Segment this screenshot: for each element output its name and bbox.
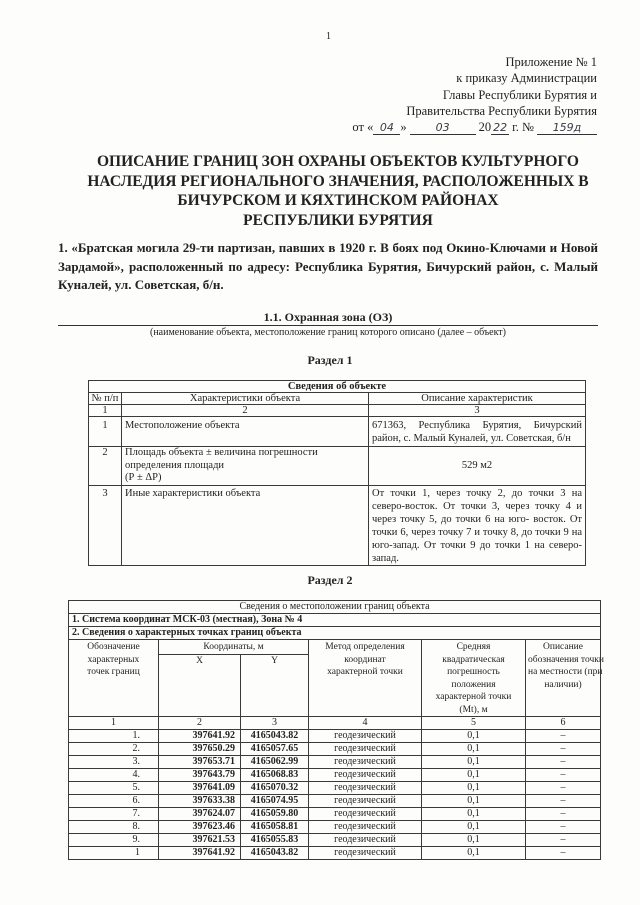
col-coordinates-header: Координаты, м: [159, 640, 309, 655]
column-number: 2: [122, 405, 369, 417]
appendix-line-3: Главы Республики Бурятия и: [442, 87, 597, 102]
zone-block: [58, 310, 598, 339]
row-number: 1: [89, 417, 122, 447]
point-description: –: [526, 847, 601, 860]
table-row: [89, 447, 586, 486]
point-y: 4165068.83: [241, 769, 309, 782]
column-number: 6: [526, 717, 601, 730]
coordinate-system: 1. Система координат МСК-03 (местная), Зона № 4: [69, 614, 601, 627]
point-y: 4165058.81: [241, 821, 309, 834]
appendix-line-2: к приказу Администрации: [456, 71, 597, 86]
point-method: геодезический: [309, 756, 422, 769]
point-label: 4.: [69, 769, 159, 782]
handwritten-day: 04: [373, 121, 400, 135]
point-row: [69, 808, 601, 821]
point-y: 4165074.95: [241, 795, 309, 808]
col-description-header: Описание обозначения точки на местности (при наличии): [526, 640, 601, 717]
table-header-row: [69, 640, 601, 655]
column-number: 5: [422, 717, 526, 730]
row-characteristic: Площадь объекта ± величина погрешности определения площади (Р ± ΔР): [122, 447, 369, 486]
zone-caption: (наименование объекта, местоположение границ которого описано (далее – объект): [149, 327, 507, 338]
order-number-label: г. №: [512, 120, 534, 135]
point-description: –: [526, 795, 601, 808]
handwritten-order-number: 159д: [537, 121, 597, 135]
col-method-header: Метод определения координат характерной точки: [309, 640, 422, 717]
title-line: ОПИСАНИЕ ГРАНИЦ ЗОН ОХРАНЫ ОБЪЕКТОВ КУЛЬТУРНОГО: [96, 153, 579, 170]
point-row: [69, 756, 601, 769]
col-y-header: Y: [241, 654, 309, 716]
point-x: 397633.38: [159, 795, 241, 808]
page-number: 1: [326, 31, 331, 42]
point-description: –: [526, 808, 601, 821]
handwritten-year: 22: [493, 121, 508, 135]
section-2-heading: Раздел 2: [307, 573, 353, 587]
point-row: [69, 730, 601, 743]
row-description: 529 м2: [369, 447, 586, 486]
point-y: 4165059.80: [241, 808, 309, 821]
row-description: От точки 1, через точку 2, до точки 3 на северо-восток. От точки 3, через точку 4 и через точку 5, до точки 6 на юго- восток. От точки 6, через точку 7 и точку 8, до точки 9 на юго-запад. От точки 9 до точки 1 на северо-запад.: [369, 485, 586, 565]
point-error: 0,1: [422, 756, 526, 769]
document-title: [58, 152, 618, 230]
row-number: 2: [89, 447, 122, 486]
point-error: 0,1: [422, 834, 526, 847]
point-description: –: [526, 756, 601, 769]
point-error: 0,1: [422, 821, 526, 834]
table-title-row: [69, 601, 601, 614]
points-title-row: [69, 627, 601, 640]
row-characteristic: Иные характеристики объекта: [122, 485, 369, 565]
appendix-line-4: Правительства Республики Бурятия: [406, 103, 597, 118]
col-error-header: Средняя квадратическая погрешность положения характерной точки (Мt), м: [422, 640, 526, 717]
column-number: 2: [159, 717, 241, 730]
column-number: 3: [241, 717, 309, 730]
point-method: геодезический: [309, 769, 422, 782]
point-error: 0,1: [422, 769, 526, 782]
table-row: [89, 485, 586, 565]
point-row: [69, 821, 601, 834]
point-x: 397623.46: [159, 821, 241, 834]
section-1-heading: Раздел 1: [307, 353, 353, 367]
point-error: 0,1: [422, 795, 526, 808]
point-error: 0,1: [422, 847, 526, 860]
appendix-date-line: [352, 119, 597, 135]
point-y: 4165062.99: [241, 756, 309, 769]
row-characteristic: Местоположение объекта: [122, 417, 369, 447]
col-point-header: Обозначение характерных точек границ: [69, 640, 159, 717]
table-title: Сведения об объекте: [89, 381, 586, 393]
point-method: геодезический: [309, 795, 422, 808]
column-number: 1: [69, 717, 159, 730]
point-description: –: [526, 769, 601, 782]
point-row: [69, 847, 601, 860]
point-y: 4165043.82: [241, 847, 309, 860]
point-label: 3.: [69, 756, 159, 769]
point-method: геодезический: [309, 834, 422, 847]
row-number: 3: [89, 485, 122, 565]
coordinate-system-row: [69, 614, 601, 627]
appendix-line-1: Приложение № 1: [505, 55, 597, 69]
date-century: 20: [478, 120, 492, 135]
col-characteristic-header: Характеристики объекта: [122, 393, 369, 405]
point-y: 4165057.65: [241, 743, 309, 756]
point-label: 2.: [69, 743, 159, 756]
point-method: геодезический: [309, 847, 422, 860]
title-line: НАСЛЕДИЯ РЕГИОНАЛЬНОГО ЗНАЧЕНИЯ, РАСПОЛОЖЕННЫХ В: [87, 172, 589, 190]
point-label: 5.: [69, 782, 159, 795]
point-x: 397641.09: [159, 782, 241, 795]
point-label: 7.: [69, 808, 159, 821]
column-numbers-row: [69, 717, 601, 730]
point-method: геодезический: [309, 743, 422, 756]
column-number: 4: [309, 717, 422, 730]
point-label: 8.: [69, 821, 159, 834]
point-row: [69, 782, 601, 795]
table-title-row: [89, 381, 586, 393]
point-y: 4165055.83: [241, 834, 309, 847]
point-row: [69, 769, 601, 782]
col-number-header: № п/п: [89, 393, 122, 405]
table-header-row: [89, 393, 586, 405]
point-error: 0,1: [422, 808, 526, 821]
point-error: 0,1: [422, 730, 526, 743]
point-row: [69, 834, 601, 847]
point-description: –: [526, 834, 601, 847]
col-description-header: Описание характеристик: [369, 393, 586, 405]
points-title: 2. Сведения о характерных точках границ объекта: [69, 627, 601, 640]
point-x: 397641.92: [159, 730, 241, 743]
point-label: 6.: [69, 795, 159, 808]
point-method: геодезический: [309, 782, 422, 795]
column-numbers-row: [89, 405, 586, 417]
appendix-block: [352, 54, 597, 135]
point-y: 4165043.82: [241, 730, 309, 743]
date-prefix: от «: [352, 120, 374, 135]
point-description: –: [526, 821, 601, 834]
title-line: БИЧУРСКОМ И КЯХТИНСКОМ РАЙОНАХ: [177, 192, 499, 209]
point-x: 397653.71: [159, 756, 241, 769]
col-x-header: X: [159, 654, 241, 716]
boundary-points-table: [68, 600, 604, 860]
points-body: [69, 730, 601, 860]
object-info-table: [88, 380, 586, 566]
point-x: 397624.07: [159, 808, 241, 821]
point-label: 1.: [69, 730, 159, 743]
point-error: 0,1: [422, 782, 526, 795]
point-method: геодезический: [309, 730, 422, 743]
point-method: геодезический: [309, 821, 422, 834]
zone-heading: 1.1. Охранная зона (ОЗ): [58, 310, 598, 326]
column-number: 1: [89, 405, 122, 417]
point-row: [69, 795, 601, 808]
point-description: –: [526, 782, 601, 795]
row-description: 671363, Республика Бурятия, Бичурский район, с. Малый Куналей, ул. Советская, б/н: [369, 417, 586, 447]
table-row: [89, 417, 586, 447]
point-x: 397621.53: [159, 834, 241, 847]
point-label: 1: [69, 847, 159, 860]
point-error: 0,1: [422, 743, 526, 756]
point-x: 397643.79: [159, 769, 241, 782]
point-description: –: [526, 730, 601, 743]
point-x: 397650.29: [159, 743, 241, 756]
title-line: РЕСПУБЛИКИ БУРЯТИЯ: [243, 211, 433, 229]
point-method: геодезический: [309, 808, 422, 821]
column-number: 3: [369, 405, 586, 417]
handwritten-month: 03: [410, 121, 476, 135]
point-y: 4165070.32: [241, 782, 309, 795]
point-x: 397641.92: [159, 847, 241, 860]
point-description: –: [526, 743, 601, 756]
date-quote-close: »: [400, 120, 407, 135]
point-label: 9.: [69, 834, 159, 847]
table-title: Сведения о местоположении границ объекта: [69, 601, 601, 614]
point-row: [69, 743, 601, 756]
object-description-paragraph: 1. «Братская могила 29-ти партизан, павших в 1920 г. В боях под Окино-Ключами и Новой Зардамой», расположенный по адресу: Республика Бурятия, Бичурский район, с. Малый Куналей, ул. Советская, б/н.: [58, 240, 598, 292]
